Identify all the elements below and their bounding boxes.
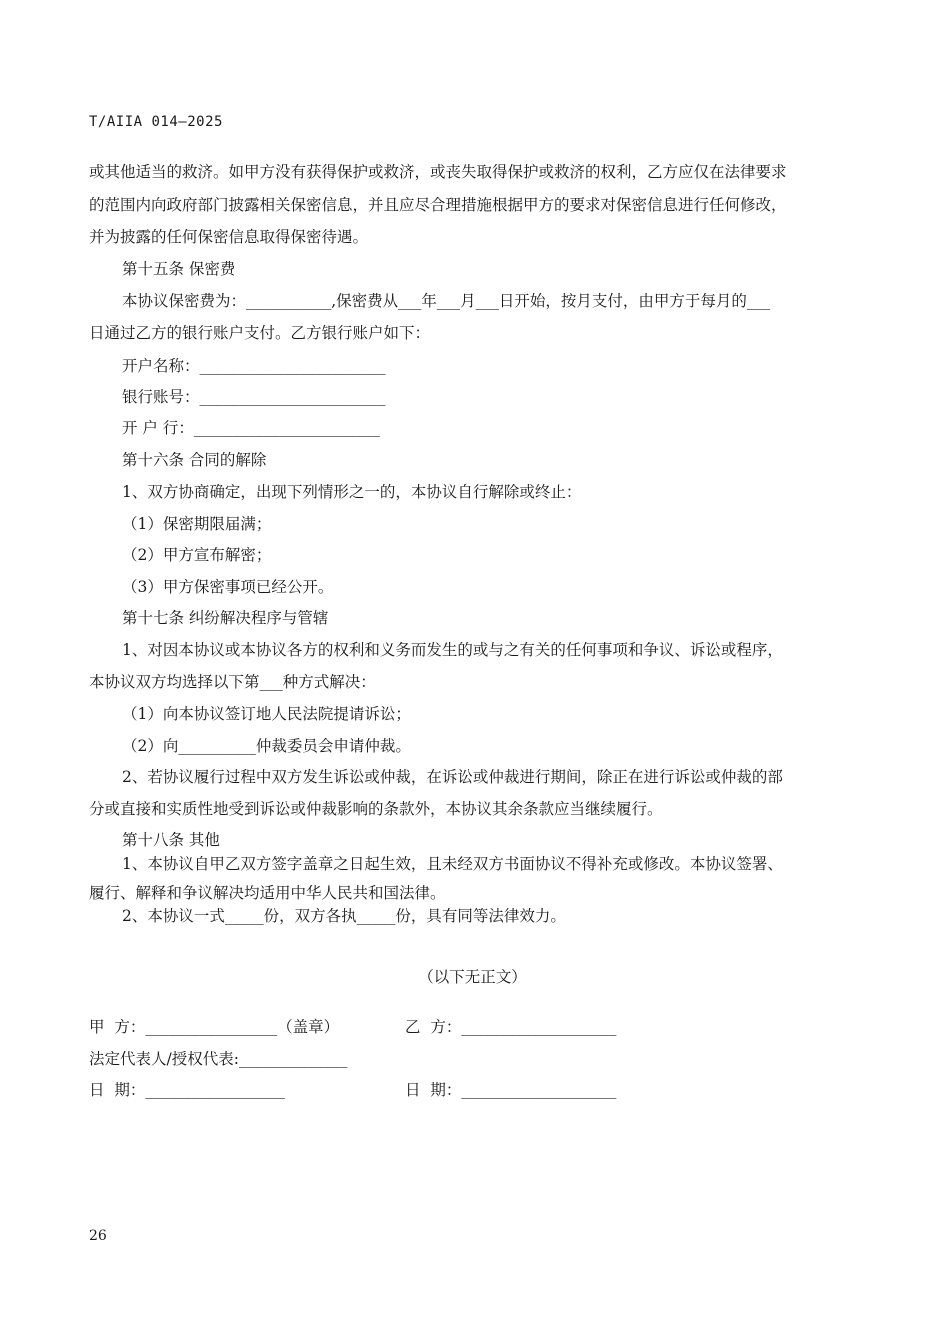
- document-code: T/AIIA 014—2025: [89, 114, 223, 130]
- party-b-date: 日 期：____________________: [405, 1081, 617, 1099]
- body-line: 并为披露的任何保密信息取得保密待遇。: [89, 228, 369, 246]
- body-line: 2、若协议履行过程中双方发生诉讼或仲裁，在诉讼或仲裁进行期间，除正在进行诉讼或仲裁的部: [122, 768, 783, 786]
- party-b-signature: 乙 方：____________________: [405, 1018, 617, 1036]
- article-heading: 第十七条 纠纷解决程序与管辖: [122, 609, 329, 627]
- bank-branch-field: 开 户 行：________________________: [122, 419, 380, 437]
- end-of-text-note: （以下无正文）: [418, 968, 527, 986]
- body-line: 的范围内向政府部门披露相关保密信息，并且应尽合理措施根据甲方的要求对保密信息进行任何修改，: [89, 196, 787, 214]
- list-item: （2）甲方宣布解密；: [122, 546, 272, 564]
- page-number: 26: [89, 1228, 107, 1244]
- body-line: 日通过乙方的银行账户支付。乙方银行账户如下：: [89, 324, 431, 342]
- body-line: 分或直接和实质性地受到诉讼或仲裁影响的条款外，本协议其余条款应当继续履行。: [89, 800, 663, 818]
- article-heading: 第十八条 其他: [122, 831, 220, 849]
- article-heading: 第十五条 保密费: [122, 260, 236, 278]
- body-line: 本协议保密费为：___________,保密费从___年___月___日开始，按月支付，由甲方于每月的___: [122, 292, 771, 310]
- representative-signature: 法定代表人/授权代表:______________: [89, 1050, 348, 1068]
- list-item: （1）保密期限届满；: [122, 515, 272, 533]
- body-line: 履行、解释和争议解决均适用中华人民共和国法律。: [89, 884, 446, 902]
- list-item: （3）甲方保密事项已经公开。: [122, 578, 334, 596]
- list-item: （1）向本协议签订地人民法院提请诉讼；: [122, 705, 411, 723]
- body-line: 1、对因本协议或本协议各方的权利和义务而发生的或与之有关的任何事项和争议、诉讼或程序，: [122, 641, 783, 659]
- account-name-field: 开户名称：________________________: [122, 357, 386, 375]
- party-a-date: 日 期：__________________: [89, 1081, 285, 1099]
- body-line: 2、本协议一式_____份，双方各执_____份，具有同等法律效力。: [122, 907, 566, 925]
- body-line: 本协议双方均选择以下第___种方式解决：: [89, 673, 376, 691]
- article-heading: 第十六条 合同的解除: [122, 451, 267, 469]
- body-line: 或其他适当的救济。如甲方没有获得保护或救济，或丧失取得保护或救济的权利，乙方应仅在法律要求: [89, 163, 787, 181]
- body-line: 1、本协议自甲乙双方签字盖章之日起生效，且未经双方书面协议不得补充或修改。本协议签署、: [122, 855, 783, 873]
- list-item: （2）向__________仲裁委员会申请仲裁。: [122, 737, 411, 755]
- account-number-field: 银行账号：________________________: [122, 388, 386, 406]
- body-line: 1、双方协商确定，出现下列情形之一的，本协议自行解除或终止：: [122, 483, 582, 501]
- party-a-signature: 甲 方：_________________（盖章）: [89, 1018, 340, 1036]
